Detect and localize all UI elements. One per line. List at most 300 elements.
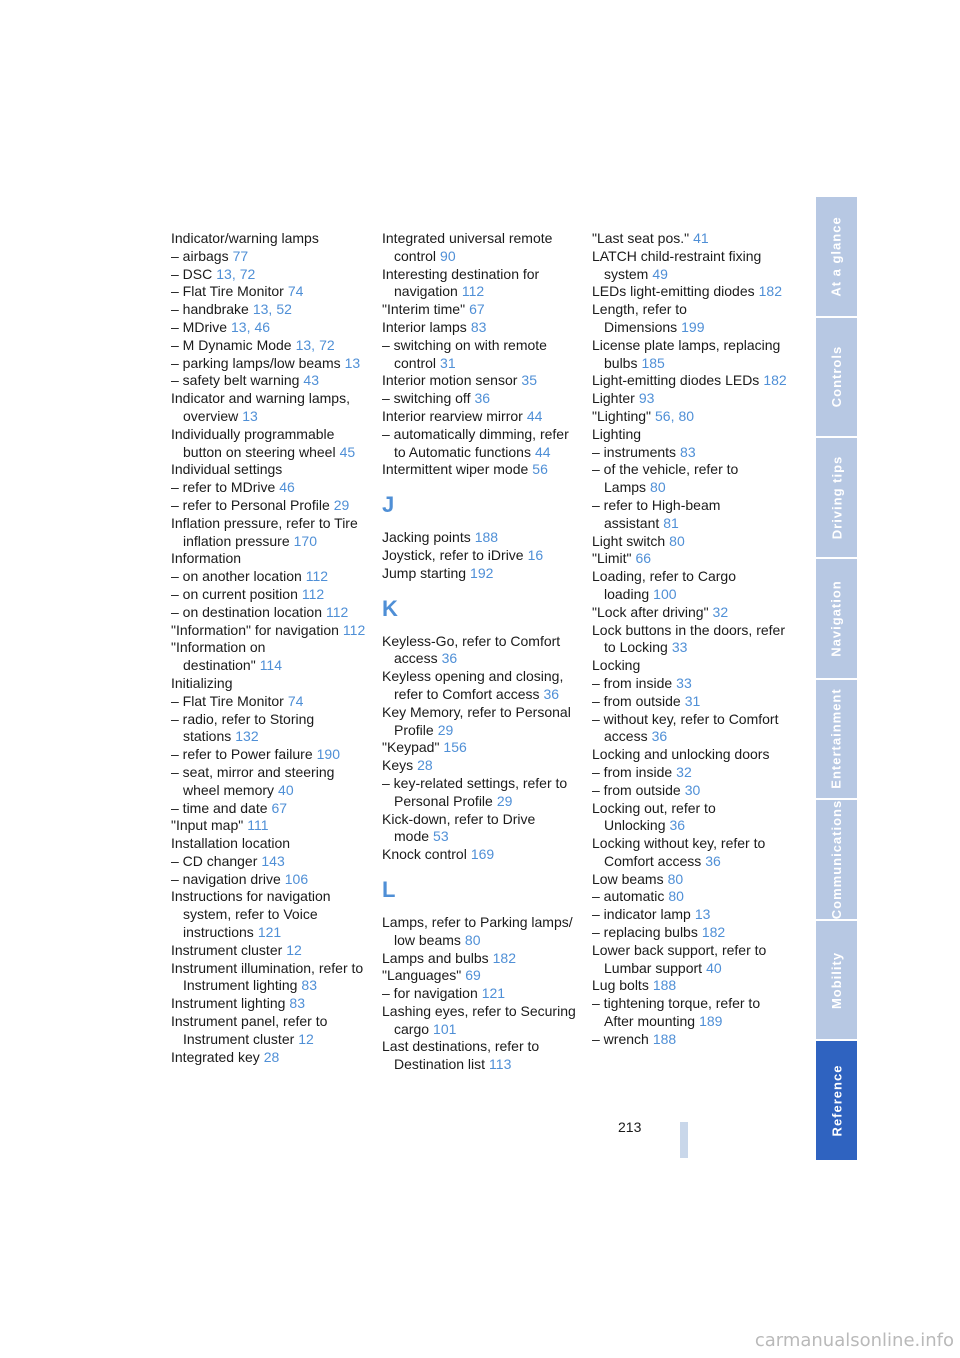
index-entry-text: Last destinations, refer to Destination list bbox=[382, 1038, 540, 1073]
index-entry bbox=[382, 967, 578, 985]
page-reference-link[interactable]: 67 bbox=[271, 799, 288, 816]
index-entry-text: Inflation pressure, refer to Tire inflation pressure bbox=[171, 514, 358, 549]
page-reference-link[interactable]: 12 bbox=[298, 1030, 314, 1047]
index-entry-text: – without key, refer to Comfort access bbox=[592, 710, 779, 745]
page-separator: , bbox=[268, 301, 273, 318]
index-entry bbox=[171, 746, 367, 764]
index-entry bbox=[382, 230, 578, 266]
page-reference-link[interactable]: 36 bbox=[651, 728, 668, 745]
index-entry bbox=[171, 479, 367, 497]
index-letter-heading: L bbox=[382, 876, 396, 902]
index-entry-text: – MDrive bbox=[171, 318, 228, 335]
index-entry bbox=[171, 390, 367, 426]
index-entry-text: Indicator/warning lamps bbox=[171, 230, 319, 246]
sidebar-tab-controls[interactable] bbox=[816, 318, 857, 439]
index-entry bbox=[171, 888, 367, 941]
index-entry bbox=[592, 746, 788, 764]
index-entry bbox=[382, 1003, 578, 1039]
page-reference-link[interactable]: 74 bbox=[287, 692, 304, 709]
page-reference-link[interactable]: 112 bbox=[342, 621, 366, 638]
index-entry-text: Key Memory, refer to Personal Profile bbox=[382, 703, 571, 738]
index-entry-text: "Input map" bbox=[171, 817, 244, 834]
page-reference-link[interactable]: 112 bbox=[305, 568, 329, 585]
index-entry bbox=[382, 668, 578, 704]
index-entry-text: Light switch bbox=[592, 532, 666, 549]
index-entry-text: – automatic bbox=[592, 888, 665, 905]
index-entry bbox=[592, 906, 788, 924]
page-reference-link[interactable]: 100 bbox=[653, 585, 677, 602]
page-reference-link[interactable]: 190 bbox=[316, 746, 340, 763]
page-reference-link[interactable]: 13 bbox=[694, 906, 711, 923]
page-reference-link[interactable]: 182 bbox=[763, 372, 787, 389]
index-entry bbox=[171, 817, 367, 835]
page-reference-link[interactable]: 106 bbox=[284, 870, 309, 887]
page-reference-link[interactable]: 111 bbox=[247, 817, 269, 834]
index-entry bbox=[592, 568, 788, 604]
index-entry bbox=[171, 461, 367, 479]
page-reference-link[interactable]: 182 bbox=[758, 283, 782, 300]
index-entry bbox=[171, 515, 367, 551]
page-separator: , bbox=[246, 318, 251, 335]
page-reference-link[interactable]: 44 bbox=[526, 407, 543, 424]
page-reference-link[interactable]: 43 bbox=[303, 372, 319, 389]
index-entry-text: Individual settings bbox=[171, 461, 283, 478]
page-reference-link[interactable]: 189 bbox=[699, 1013, 723, 1030]
index-entry-text: Lighter bbox=[592, 390, 635, 407]
sidebar-tab-label: At a glance bbox=[829, 216, 845, 297]
index-entry-text: "Last seat pos." bbox=[592, 230, 690, 246]
index-entry bbox=[592, 622, 788, 658]
index-entry-text: Instrument illumination, refer to Instrument lighting bbox=[171, 959, 364, 994]
index-entry bbox=[592, 372, 788, 390]
page-separator: , bbox=[311, 336, 316, 353]
page-reference-link[interactable]: 36 bbox=[474, 390, 491, 407]
index-entry-text: Interior rearview mirror bbox=[382, 407, 523, 424]
index-entry-text: – indicator lamp bbox=[592, 906, 691, 923]
index-entry bbox=[171, 871, 367, 889]
page-reference-link[interactable]: 72 bbox=[239, 265, 256, 282]
index-entry bbox=[171, 711, 367, 747]
page-reference-link[interactable]: 188 bbox=[474, 529, 499, 546]
index-entry-text: "Limit" bbox=[592, 550, 632, 567]
index-entry bbox=[171, 622, 367, 640]
index-entry-text: – from outside bbox=[592, 781, 681, 798]
sidebar-tab-reference[interactable] bbox=[816, 1041, 857, 1160]
index-entry-text: Lock buttons in the doors, refer to Locking bbox=[592, 621, 785, 656]
index-letter-heading: J bbox=[382, 492, 395, 518]
index-entry-text: Kick-down, refer to Drive mode bbox=[382, 810, 536, 845]
index-entry-text: – on another location bbox=[171, 568, 302, 585]
index-entry-text: "Lock after driving" bbox=[592, 603, 709, 620]
index-entry bbox=[592, 444, 788, 462]
index-entry bbox=[382, 950, 578, 968]
sidebar-tab-entertainment[interactable] bbox=[816, 680, 857, 801]
index-entry-text: Intermittent wiper mode bbox=[382, 461, 529, 478]
index-entry-text: – time and date bbox=[171, 799, 268, 816]
index-entry-text: Light-emitting diodes LEDs bbox=[592, 372, 760, 389]
index-entry-text: Initializing bbox=[171, 674, 233, 691]
page-reference-link[interactable]: 41 bbox=[693, 230, 709, 246]
page-reference-link[interactable]: 56 bbox=[654, 407, 671, 424]
page-reference-link[interactable]: 74 bbox=[287, 283, 304, 300]
sidebar-tab-navigation[interactable] bbox=[816, 559, 857, 680]
index-entry bbox=[382, 914, 578, 950]
index-entry bbox=[171, 568, 367, 586]
page-reference-link[interactable]: 29 bbox=[437, 721, 454, 738]
page-reference-link[interactable]: 46 bbox=[254, 318, 271, 335]
page-reference-link[interactable]: 16 bbox=[527, 546, 544, 563]
page-reference-link[interactable]: 101 bbox=[433, 1020, 457, 1037]
index-entry-text: Jump starting bbox=[382, 564, 467, 581]
chapter-sidebar bbox=[816, 197, 857, 1160]
page-reference-link[interactable]: 32 bbox=[712, 603, 729, 620]
index-entry-text: – CD changer bbox=[171, 852, 258, 869]
watermark: carmanualsonline.info bbox=[754, 1330, 954, 1351]
page-reference-link[interactable]: 31 bbox=[440, 354, 456, 371]
page-reference-link[interactable]: 36 bbox=[441, 650, 458, 667]
index-entry bbox=[171, 639, 367, 675]
page-reference-link[interactable]: 121 bbox=[257, 924, 282, 941]
page-reference-link[interactable]: 90 bbox=[440, 247, 456, 264]
page-reference-link[interactable]: 182 bbox=[701, 924, 726, 941]
index-entry-text: – navigation drive bbox=[171, 870, 281, 887]
index-entry-text: License plate lamps, replacing bulbs bbox=[592, 336, 781, 371]
page-reference-link[interactable]: 44 bbox=[534, 443, 551, 460]
page-reference-link[interactable]: 113 bbox=[489, 1056, 512, 1073]
page-reference-link[interactable]: 114 bbox=[259, 657, 283, 674]
index-entry bbox=[382, 372, 578, 390]
index-entry bbox=[171, 604, 367, 622]
index-entry bbox=[171, 319, 367, 337]
page-reference-link[interactable]: 35 bbox=[521, 372, 537, 389]
index-entry bbox=[382, 565, 578, 583]
index-entry-text: Lamps and bulbs bbox=[382, 949, 489, 966]
page-reference-link[interactable]: 52 bbox=[276, 301, 292, 318]
index-entry-text: Lug bolts bbox=[592, 977, 649, 994]
index-entry bbox=[171, 675, 367, 693]
index-entry bbox=[382, 775, 578, 811]
index-entry bbox=[171, 995, 367, 1013]
index-entry bbox=[592, 711, 788, 747]
page-reference-link[interactable]: 13 bbox=[344, 354, 361, 371]
page-reference-link[interactable]: 169 bbox=[470, 846, 495, 863]
index-entry bbox=[592, 533, 788, 551]
sidebar-tab-communications[interactable] bbox=[816, 800, 857, 921]
index-entry bbox=[382, 319, 578, 337]
page-reference-link[interactable]: 29 bbox=[333, 496, 350, 513]
page-reference-link[interactable]: 36 bbox=[669, 817, 686, 834]
page-reference-link[interactable]: 132 bbox=[235, 728, 259, 745]
page-reference-link[interactable]: 188 bbox=[652, 977, 677, 994]
page-reference-link[interactable]: 121 bbox=[481, 985, 506, 1002]
index-column-2 bbox=[382, 230, 578, 1074]
index-entry bbox=[171, 248, 367, 266]
page-reference-link[interactable]: 49 bbox=[652, 265, 668, 282]
index-entry bbox=[382, 301, 578, 319]
page-reference-link[interactable]: 28 bbox=[263, 1048, 280, 1065]
index-entry bbox=[592, 408, 788, 426]
index-entry bbox=[592, 764, 788, 782]
index-entry-text: – airbags bbox=[171, 247, 229, 264]
page-reference-link[interactable]: 93 bbox=[638, 390, 655, 407]
index-entry-text: – from outside bbox=[592, 692, 681, 709]
index-entry-text: – instruments bbox=[592, 443, 677, 460]
page-reference-link[interactable]: 13 bbox=[231, 318, 247, 335]
index-letter-heading: K bbox=[382, 595, 398, 621]
index-entry-text: Keyless opening and closing, refer to Comfort access bbox=[382, 668, 564, 702]
index-entry-text: Lashing eyes, refer to Securing cargo bbox=[382, 1002, 576, 1037]
index-entry-text: – refer to Personal Profile bbox=[171, 496, 330, 513]
page-reference-link[interactable]: 29 bbox=[496, 792, 513, 809]
index-entry bbox=[171, 230, 367, 248]
index-entry bbox=[382, 408, 578, 426]
index-entry-text: Keys bbox=[382, 757, 414, 774]
index-entry-text: – seat, mirror and steering wheel memory bbox=[171, 763, 335, 798]
index-entry bbox=[382, 704, 578, 740]
index-entry-text: – replacing bulbs bbox=[592, 924, 698, 941]
index-entry-text: Installation location bbox=[171, 835, 291, 852]
index-entry bbox=[171, 800, 367, 818]
index-entry-text: Indicator and warning lamps, overview bbox=[171, 390, 350, 424]
index-entry bbox=[592, 888, 788, 906]
index-entry-text: "Information on destination" bbox=[171, 639, 266, 674]
index-entry-text: Jacking points bbox=[382, 529, 471, 546]
page-reference-link[interactable]: 32 bbox=[676, 763, 692, 780]
sidebar-tab-label: Driving tips bbox=[829, 455, 845, 540]
index-entry-text: "Information" for navigation bbox=[171, 621, 339, 638]
index-entry bbox=[592, 657, 788, 675]
sidebar-tab-at-a-glance[interactable] bbox=[816, 197, 857, 318]
page-reference-link[interactable]: 77 bbox=[232, 247, 249, 264]
index-entry bbox=[382, 633, 578, 669]
index-entry-text: – of the vehicle, refer to Lamps bbox=[592, 461, 739, 496]
page-number-bar bbox=[680, 1122, 688, 1158]
page-reference-link[interactable]: 33 bbox=[671, 639, 688, 656]
index-entry bbox=[592, 604, 788, 622]
index-entry-text: Instrument lighting bbox=[171, 995, 286, 1012]
page-reference-link[interactable]: 83 bbox=[301, 977, 317, 994]
sidebar-tab-label: Entertainment bbox=[829, 688, 844, 790]
sidebar-tab-label: Controls bbox=[829, 346, 845, 408]
index-entry bbox=[592, 924, 788, 942]
page-reference-link[interactable]: 12 bbox=[286, 941, 302, 958]
page-reference-link[interactable]: 182 bbox=[492, 949, 516, 966]
page-reference-link[interactable]: 13 bbox=[295, 336, 312, 353]
index-entry-text: Length, refer to Dimensions bbox=[592, 301, 687, 335]
index-entry bbox=[592, 283, 788, 301]
index-entry bbox=[382, 757, 578, 775]
page-reference-link[interactable]: 33 bbox=[676, 674, 692, 691]
index-entry-text: "Interim time" bbox=[382, 301, 466, 318]
page-reference-link[interactable]: 81 bbox=[663, 514, 679, 531]
sidebar-tab-label: Navigation bbox=[829, 579, 844, 657]
page-reference-link[interactable]: 13 bbox=[252, 301, 269, 318]
index-entry-text: – M Dynamic Mode bbox=[171, 336, 292, 353]
index-entry-text: – radio, refer to Storing stations bbox=[171, 710, 315, 745]
page-reference-link[interactable]: 83 bbox=[680, 443, 696, 460]
index-entry bbox=[592, 1031, 788, 1049]
index-entry-text: – Flat Tire Monitor bbox=[171, 692, 284, 709]
index-entry bbox=[382, 390, 578, 408]
page-reference-link[interactable]: 53 bbox=[433, 828, 449, 845]
index-entry-text: Instrument panel, refer to Instrument cluster bbox=[171, 1013, 328, 1047]
index-entry-text: – from inside bbox=[592, 763, 673, 780]
page-reference-link[interactable]: 36 bbox=[543, 685, 560, 702]
page-reference-link[interactable]: 199 bbox=[681, 318, 705, 335]
page-reference-link[interactable]: 112 bbox=[326, 603, 349, 620]
page-reference-link[interactable]: 40 bbox=[278, 781, 294, 798]
page-reference-link[interactable]: 66 bbox=[635, 550, 652, 567]
page-reference-link[interactable]: 143 bbox=[261, 852, 285, 869]
index-entry-text: – Flat Tire Monitor bbox=[171, 283, 284, 300]
page-reference-link[interactable]: 69 bbox=[465, 967, 481, 984]
page-reference-link[interactable]: 80 bbox=[678, 407, 695, 424]
sidebar-tab-driving-tips[interactable] bbox=[816, 438, 857, 559]
page-reference-link[interactable]: 30 bbox=[684, 781, 701, 798]
index-entry-text: – switching on with remote control bbox=[382, 336, 547, 371]
sidebar-tab-label: Communications bbox=[829, 799, 844, 920]
index-entry-text: Integrated universal remote control bbox=[382, 230, 553, 264]
page-reference-link[interactable]: 112 bbox=[461, 283, 485, 300]
index-entry bbox=[171, 426, 367, 462]
index-entry bbox=[171, 355, 367, 373]
index-entry bbox=[171, 283, 367, 301]
index-entry bbox=[382, 739, 578, 757]
page-reference-link[interactable]: 112 bbox=[301, 585, 325, 602]
sidebar-tab-mobility[interactable] bbox=[816, 921, 857, 1042]
index-entry-text: Individually programmable button on steering wheel bbox=[171, 425, 336, 460]
index-entry bbox=[382, 811, 578, 847]
index-entry-text: Locking bbox=[592, 657, 641, 674]
index-entry-text: "Lighting" bbox=[592, 407, 651, 424]
index-entry-text: – on destination location bbox=[171, 603, 322, 620]
index-entry bbox=[171, 586, 367, 604]
index-entry-text: – wrench bbox=[592, 1030, 649, 1047]
index-entry bbox=[592, 782, 788, 800]
page-reference-link[interactable]: 80 bbox=[667, 870, 684, 887]
index-entry bbox=[171, 337, 367, 355]
index-entry-text: – safety belt warning bbox=[171, 372, 300, 389]
page-reference-link[interactable]: 80 bbox=[650, 479, 666, 496]
index-entry-text: Interesting destination for navigation bbox=[382, 265, 540, 300]
page-reference-link[interactable]: 40 bbox=[706, 959, 722, 976]
page-reference-link[interactable]: 188 bbox=[652, 1030, 677, 1047]
index-entry bbox=[382, 529, 578, 547]
index-entry-text: "Languages" bbox=[382, 967, 462, 984]
index-column-3 bbox=[592, 230, 788, 1049]
index-entry-text: Interior lamps bbox=[382, 318, 467, 335]
page-reference-link[interactable]: 72 bbox=[319, 336, 335, 353]
page-reference-link[interactable]: 83 bbox=[289, 995, 305, 1012]
index-entry bbox=[171, 960, 367, 996]
index-entry-text: Keyless-Go, refer to Comfort access bbox=[382, 632, 561, 667]
index-entry bbox=[382, 1038, 578, 1074]
page-reference-link[interactable]: 13 bbox=[242, 407, 258, 424]
index-entry-text: LATCH child-restraint fixing system bbox=[592, 247, 762, 282]
index-column-1 bbox=[171, 230, 367, 1066]
index-entry-text: – DSC bbox=[171, 265, 213, 282]
index-entry-text: "Keypad" bbox=[382, 739, 440, 756]
index-entry bbox=[171, 942, 367, 960]
index-entry bbox=[592, 693, 788, 711]
page-reference-link[interactable]: 46 bbox=[279, 479, 295, 496]
page-reference-link[interactable]: 156 bbox=[443, 739, 467, 756]
index-entry bbox=[592, 497, 788, 533]
index-entry bbox=[171, 693, 367, 711]
page-reference-link[interactable]: 170 bbox=[293, 532, 317, 549]
index-entry bbox=[382, 426, 578, 462]
sidebar-tab-label: Mobility bbox=[829, 951, 845, 1009]
index-entry bbox=[382, 846, 578, 864]
page-reference-link[interactable]: 13 bbox=[216, 265, 232, 282]
page-reference-link[interactable]: 80 bbox=[464, 931, 481, 948]
index-entry bbox=[592, 230, 788, 248]
page-reference-link[interactable]: 45 bbox=[339, 443, 356, 460]
index-entry-text: – key-related settings, refer to Personal Profile bbox=[382, 774, 568, 809]
index-entry bbox=[171, 1013, 367, 1049]
index-entry bbox=[171, 764, 367, 800]
index-entry bbox=[592, 835, 788, 871]
index-entry-text: Integrated key bbox=[171, 1048, 260, 1065]
page-separator: , bbox=[670, 407, 675, 424]
index-entry-text: – refer to Power failure bbox=[171, 746, 313, 763]
index-entry bbox=[592, 426, 788, 444]
page-reference-link[interactable]: 80 bbox=[669, 532, 685, 549]
index-entry-text: Information bbox=[171, 550, 242, 567]
index-entry-text: Interior motion sensor bbox=[382, 372, 518, 389]
index-entry-text: – automatically dimming, refer to Automatic functions bbox=[382, 425, 569, 460]
index-entry-text: Knock control bbox=[382, 846, 467, 863]
index-entry bbox=[171, 372, 367, 390]
page-reference-link[interactable]: 80 bbox=[668, 888, 684, 905]
index-entry-text: Locking without key, refer to Comfort access bbox=[592, 835, 766, 869]
page-reference-link[interactable]: 185 bbox=[641, 354, 665, 371]
index-entry-text: Joystick, refer to iDrive bbox=[382, 546, 524, 563]
index-entry-text: – tightening torque, refer to After mounting bbox=[592, 995, 761, 1030]
index-entry bbox=[592, 977, 788, 995]
index-entry-text: Low beams bbox=[592, 870, 664, 887]
index-entry bbox=[171, 835, 367, 853]
index-entry bbox=[592, 337, 788, 373]
index-entry-text: – for navigation bbox=[382, 985, 478, 1002]
index-entry-text: Locking out, refer to Unlocking bbox=[592, 799, 716, 834]
index-entry bbox=[382, 461, 578, 479]
index-entry bbox=[382, 985, 578, 1003]
page-reference-link[interactable]: 28 bbox=[417, 757, 433, 774]
index-entry-text: LEDs light-emitting diodes bbox=[592, 283, 755, 300]
page-reference-link[interactable]: 67 bbox=[469, 301, 485, 318]
index-entry-text: Instructions for navigation system, refer to Voice instructions bbox=[171, 888, 331, 941]
page-reference-link[interactable]: 56 bbox=[532, 461, 548, 478]
page-reference-link[interactable]: 36 bbox=[705, 852, 721, 869]
index-entry-text: Lamps, refer to Parking lamps/ low beams bbox=[382, 913, 573, 948]
page-reference-link[interactable]: 83 bbox=[470, 318, 487, 335]
index-entry bbox=[382, 547, 578, 565]
index-entry bbox=[592, 995, 788, 1031]
index-entry-text: Lower back support, refer to Lumbar support bbox=[592, 941, 767, 976]
index-entry bbox=[592, 871, 788, 889]
index-entry-text: Locking and unlocking doors bbox=[592, 746, 770, 763]
index-entry bbox=[592, 461, 788, 497]
index-entry bbox=[171, 497, 367, 515]
page-reference-link[interactable]: 192 bbox=[470, 564, 494, 581]
index-entry bbox=[171, 853, 367, 871]
page-reference-link[interactable]: 31 bbox=[684, 692, 701, 709]
page-number: 213 bbox=[618, 1119, 642, 1135]
index-entry bbox=[592, 248, 788, 284]
index-entry bbox=[171, 301, 367, 319]
index-entry-text: Instrument cluster bbox=[171, 941, 283, 958]
